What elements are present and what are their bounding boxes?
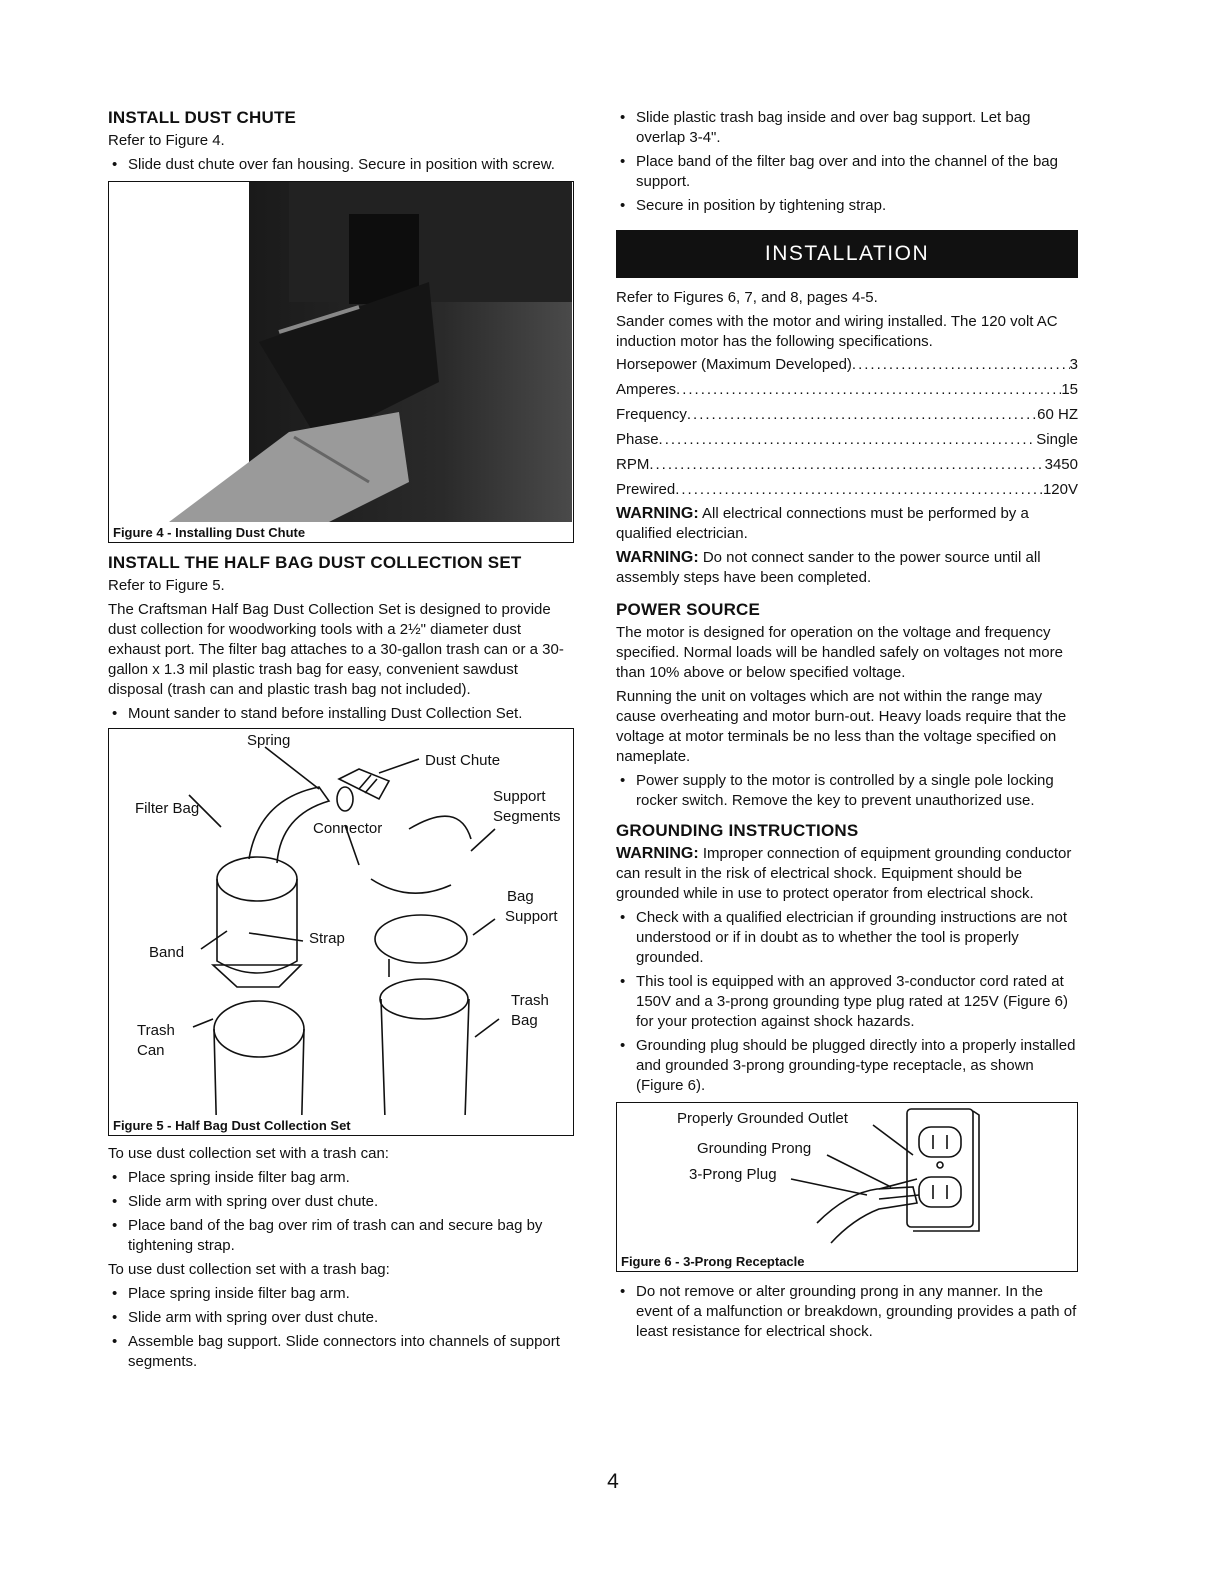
motor-intro: Sander comes with the motor and wiring installed. The 120 volt AC induction motor has the following specifications. <box>616 313 1058 350</box>
label-filter-bag: Filter Bag <box>135 800 200 817</box>
list-item <box>108 1216 574 1256</box>
warning-text: Improper connection of equipment grounding conductor can result in the risk of electrical shock. Equipment should be grounded while in use to protect operator from electrical shock. <box>616 845 1072 902</box>
spec-value: 120V <box>1042 481 1078 498</box>
trash-can-top <box>214 1001 304 1057</box>
list-item <box>616 196 1078 216</box>
step-text: Place band of the bag over rim of trash can and secure bag by tightening strap. <box>128 1217 543 1254</box>
spec-label: RPM <box>616 456 650 473</box>
list-item <box>616 1036 1078 1096</box>
list-item <box>108 1308 574 1328</box>
label-bag: Bag <box>507 888 534 905</box>
support-leader <box>471 829 495 851</box>
spec-row-prewired <box>616 477 1078 502</box>
spec-label: Prewired <box>616 481 676 498</box>
outlet-screw <box>937 1162 943 1168</box>
step-text: Secure in position by tightening strap. <box>636 197 887 214</box>
warning-electrician <box>616 504 1078 544</box>
label-trash-bag-1: Trash <box>511 992 549 1009</box>
warning-power-source <box>616 548 1078 588</box>
label-connector: Connector <box>313 820 383 837</box>
spec-leader <box>649 452 1044 477</box>
step-text: Slide arm with spring over dust chute. <box>128 1309 379 1326</box>
list-item <box>108 704 574 724</box>
list-item <box>616 108 1078 148</box>
label-grounding-prong: Grounding Prong <box>697 1140 812 1157</box>
spring-coil <box>337 787 353 811</box>
list-item <box>108 155 574 175</box>
bullet-icon: • <box>112 1217 118 1234</box>
left-column <box>108 108 574 1376</box>
figure-5-diagram <box>109 729 572 1115</box>
upper-receptacle <box>919 1127 961 1157</box>
spec-label: Amperes <box>616 381 677 398</box>
filter-bag-body <box>217 879 297 973</box>
prong-leader <box>827 1155 891 1187</box>
trash-bag-body <box>381 999 469 1115</box>
bullet-icon: • <box>112 1193 118 1210</box>
step-text: Assemble bag support. Slide connectors into channels of support segments. <box>128 1333 560 1370</box>
list-item <box>108 1192 574 1212</box>
grounding-warning <box>616 844 1078 904</box>
figure-5-caption: Figure 5 - Half Bag Dust Collection Set <box>113 1118 351 1133</box>
list-item <box>616 972 1078 1032</box>
trash-can-steps <box>108 1168 574 1256</box>
spec-leader <box>852 352 1070 377</box>
label-bag-support: Support <box>505 908 558 925</box>
warning-label: WARNING: <box>616 845 699 862</box>
label-segments: Segments <box>493 808 561 825</box>
step-text: Place band of the filter bag over and into the channel of the bag support. <box>636 153 1058 190</box>
bullet-icon: • <box>620 1037 626 1054</box>
bullet-icon: • <box>112 1169 118 1186</box>
support-segment-1 <box>409 816 471 839</box>
spec-list <box>616 352 1078 502</box>
plug-leader <box>791 1179 867 1195</box>
step-text: This tool is equipped with an approved 3-conductor cord rated at 150V and a 3-prong grounding type plug rated at 125V (Figure 6) for your protection against shock hazards. <box>636 973 1068 1030</box>
support-segment-2 <box>371 879 451 893</box>
spec-row-horsepower <box>616 352 1078 377</box>
spec-row-amperes <box>616 377 1078 402</box>
figure-4-photo <box>109 182 572 522</box>
bullet-icon: • <box>620 153 626 170</box>
trash-bag-steps <box>108 1284 574 1372</box>
spec-value: 15 <box>1061 381 1078 398</box>
right-column <box>616 108 1078 1346</box>
spec-value: 60 HZ <box>1037 406 1078 423</box>
bullet-icon: • <box>620 109 626 126</box>
plug-and-cord <box>817 1187 917 1243</box>
bullet-icon: • <box>620 197 626 214</box>
bullet-icon: • <box>112 1333 118 1350</box>
label-support: Support <box>493 788 546 805</box>
warning-label: WARNING: <box>616 549 699 566</box>
trash-bag-intro: To use dust collection set with a trash bag: <box>108 1261 390 1278</box>
section-heading-power-source: POWER SOURCE <box>616 600 761 619</box>
list-item <box>616 771 1078 811</box>
section-heading-install-dust-chute: INSTALL DUST CHUTE <box>108 108 297 127</box>
label-trash-can-1: Trash <box>137 1022 175 1039</box>
label-3-prong-plug: 3-Prong Plug <box>689 1166 777 1183</box>
lower-slots <box>933 1185 947 1199</box>
bullet-icon: • <box>620 1283 626 1300</box>
trash-can-body <box>214 1029 304 1115</box>
label-spring: Spring <box>247 732 291 749</box>
warning-label: WARNING: <box>616 505 699 522</box>
installation-banner: INSTALLATION <box>616 230 1078 278</box>
label-properly-grounded-outlet: Properly Grounded Outlet <box>677 1110 848 1127</box>
lower-receptacle <box>919 1177 961 1207</box>
spec-leader <box>675 477 1043 502</box>
trash-can-intro: To use dust collection set with a trash can: <box>108 1145 389 1162</box>
refer-figures-6-7-8: Refer to Figures 6, 7, and 8, pages 4-5. <box>616 289 878 306</box>
warning-text: Do not connect sander to the power source until all assembly steps have been completed. <box>616 549 1041 586</box>
trash-can-leader <box>193 1019 213 1027</box>
bullet-icon: • <box>112 1285 118 1302</box>
figure-6-caption: Figure 6 - 3-Prong Receptacle <box>621 1254 805 1269</box>
figure-4 <box>108 181 574 543</box>
step-text: Mount sander to stand before installing Dust Collection Set. <box>128 705 523 722</box>
spec-label: Horsepower (Maximum Developed) <box>616 356 852 373</box>
section-heading-half-bag: INSTALL THE HALF BAG DUST COLLECTION SET <box>108 553 522 572</box>
list-item <box>616 1282 1078 1342</box>
figure-6-diagram <box>617 1103 1076 1253</box>
figure-4-caption: Figure 4 - Installing Dust Chute <box>113 525 306 540</box>
trash-bag-top <box>380 979 468 1019</box>
step-text: Place spring inside filter bag arm. <box>128 1169 350 1186</box>
housing-top <box>289 182 572 302</box>
spec-row-frequency <box>616 402 1078 427</box>
step-text: Power supply to the motor is controlled by a single pole locking rocker switch. Remove the key to prevent unauthorized use. <box>636 772 1054 809</box>
outlet-plate-edge <box>913 1111 979 1231</box>
band-leader <box>201 931 227 949</box>
warning-text: All electrical connections must be performed by a qualified electrician. <box>616 505 1029 542</box>
list-item <box>616 908 1078 968</box>
spec-value: 3450 <box>1044 456 1078 473</box>
filter-bag-top <box>217 857 297 901</box>
dust-chute-leader <box>379 759 419 773</box>
bullet-icon: • <box>620 772 626 789</box>
strap-leader <box>249 933 303 941</box>
figure-6 <box>616 1102 1078 1272</box>
step-text: Do not remove or alter grounding prong in any manner. In the event of a malfunction or breakdown, grounding provides a path of least resistance for electrical shock. <box>636 1283 1077 1340</box>
power-source-p2: Running the unit on voltages which are not within the range may cause overheating and motor burn-out. Heavy loads require that the voltage at motor terminals be no less than the voltage specified on nameplate. <box>616 688 1067 765</box>
step-text: Place spring inside filter bag arm. <box>128 1285 350 1302</box>
half-bag-steps <box>108 704 574 724</box>
bag-support-steps <box>616 108 1078 216</box>
step-text: Grounding plug should be plugged directly into a properly installed and grounded 3-prong grounding-type receptacle, as shown (Figure 6). <box>636 1037 1076 1094</box>
trash-bag-leader <box>475 1019 499 1037</box>
spec-leader <box>687 402 1037 427</box>
dust-chute-steps <box>108 155 574 175</box>
bag-support-leader <box>473 919 495 935</box>
spec-leader <box>659 427 1037 452</box>
bullet-icon: • <box>112 705 118 722</box>
band-shape <box>213 965 301 987</box>
list-item <box>108 1284 574 1304</box>
list-item <box>616 152 1078 192</box>
spec-leader <box>676 377 1061 402</box>
spec-label: Frequency <box>616 406 687 423</box>
bullet-icon: • <box>620 909 626 926</box>
label-trash-can-2: Can <box>137 1042 165 1059</box>
list-item <box>108 1332 574 1372</box>
spring-leader <box>265 747 319 789</box>
refer-figure-5: Refer to Figure 5. <box>108 577 225 594</box>
power-source-steps <box>616 771 1078 811</box>
label-strap: Strap <box>309 930 345 947</box>
bullet-icon: • <box>620 973 626 990</box>
step-text: Slide arm with spring over dust chute. <box>128 1193 379 1210</box>
bullet-icon: • <box>112 1309 118 1326</box>
refer-figure-4: Refer to Figure 4. <box>108 132 225 149</box>
figure-5 <box>108 728 574 1136</box>
spec-value: 3 <box>1069 356 1078 373</box>
spec-row-phase <box>616 427 1078 452</box>
list-item <box>108 1168 574 1188</box>
grounding-steps <box>616 908 1078 1096</box>
step-text: Check with a qualified electrician if grounding instructions are not understood or if in doubt as to whether the tool is properly grounded. <box>636 909 1068 966</box>
upper-slots <box>933 1135 947 1149</box>
page-number: 4 <box>607 1470 619 1493</box>
spec-label: Phase <box>616 431 659 448</box>
step-text: Slide plastic trash bag inside and over bag support. Let bag overlap 3-4". <box>636 109 1031 146</box>
spec-value: Single <box>1036 431 1078 448</box>
label-band: Band <box>149 944 185 961</box>
final-steps <box>616 1282 1078 1342</box>
half-bag-intro: The Craftsman Half Bag Dust Collection Set is designed to provide dust collection for woodworking tools with a 2½" diameter dust exhaust port. The filter bag attaches to a 30-gallon trash can or a 30-gallon x 1.3 mil plastic trash bag for easy, convenient sawdust disposal (trash can and plastic trash bag not included). <box>108 601 564 698</box>
section-heading-grounding: GROUNDING INSTRUCTIONS <box>616 821 859 840</box>
label-trash-bag-2: Bag <box>511 1012 538 1029</box>
step-text: Slide dust chute over fan housing. Secure in position with screw. <box>128 156 555 173</box>
bullet-icon: • <box>112 156 118 173</box>
spec-row-rpm <box>616 452 1078 477</box>
label-dust-chute: Dust Chute <box>425 752 501 769</box>
bag-support-ring <box>375 915 467 963</box>
power-source-p1: The motor is designed for operation on the voltage and frequency specified. Normal loads will be handled safely on voltages not more than 10% above or below specified voltage. <box>616 624 1063 681</box>
